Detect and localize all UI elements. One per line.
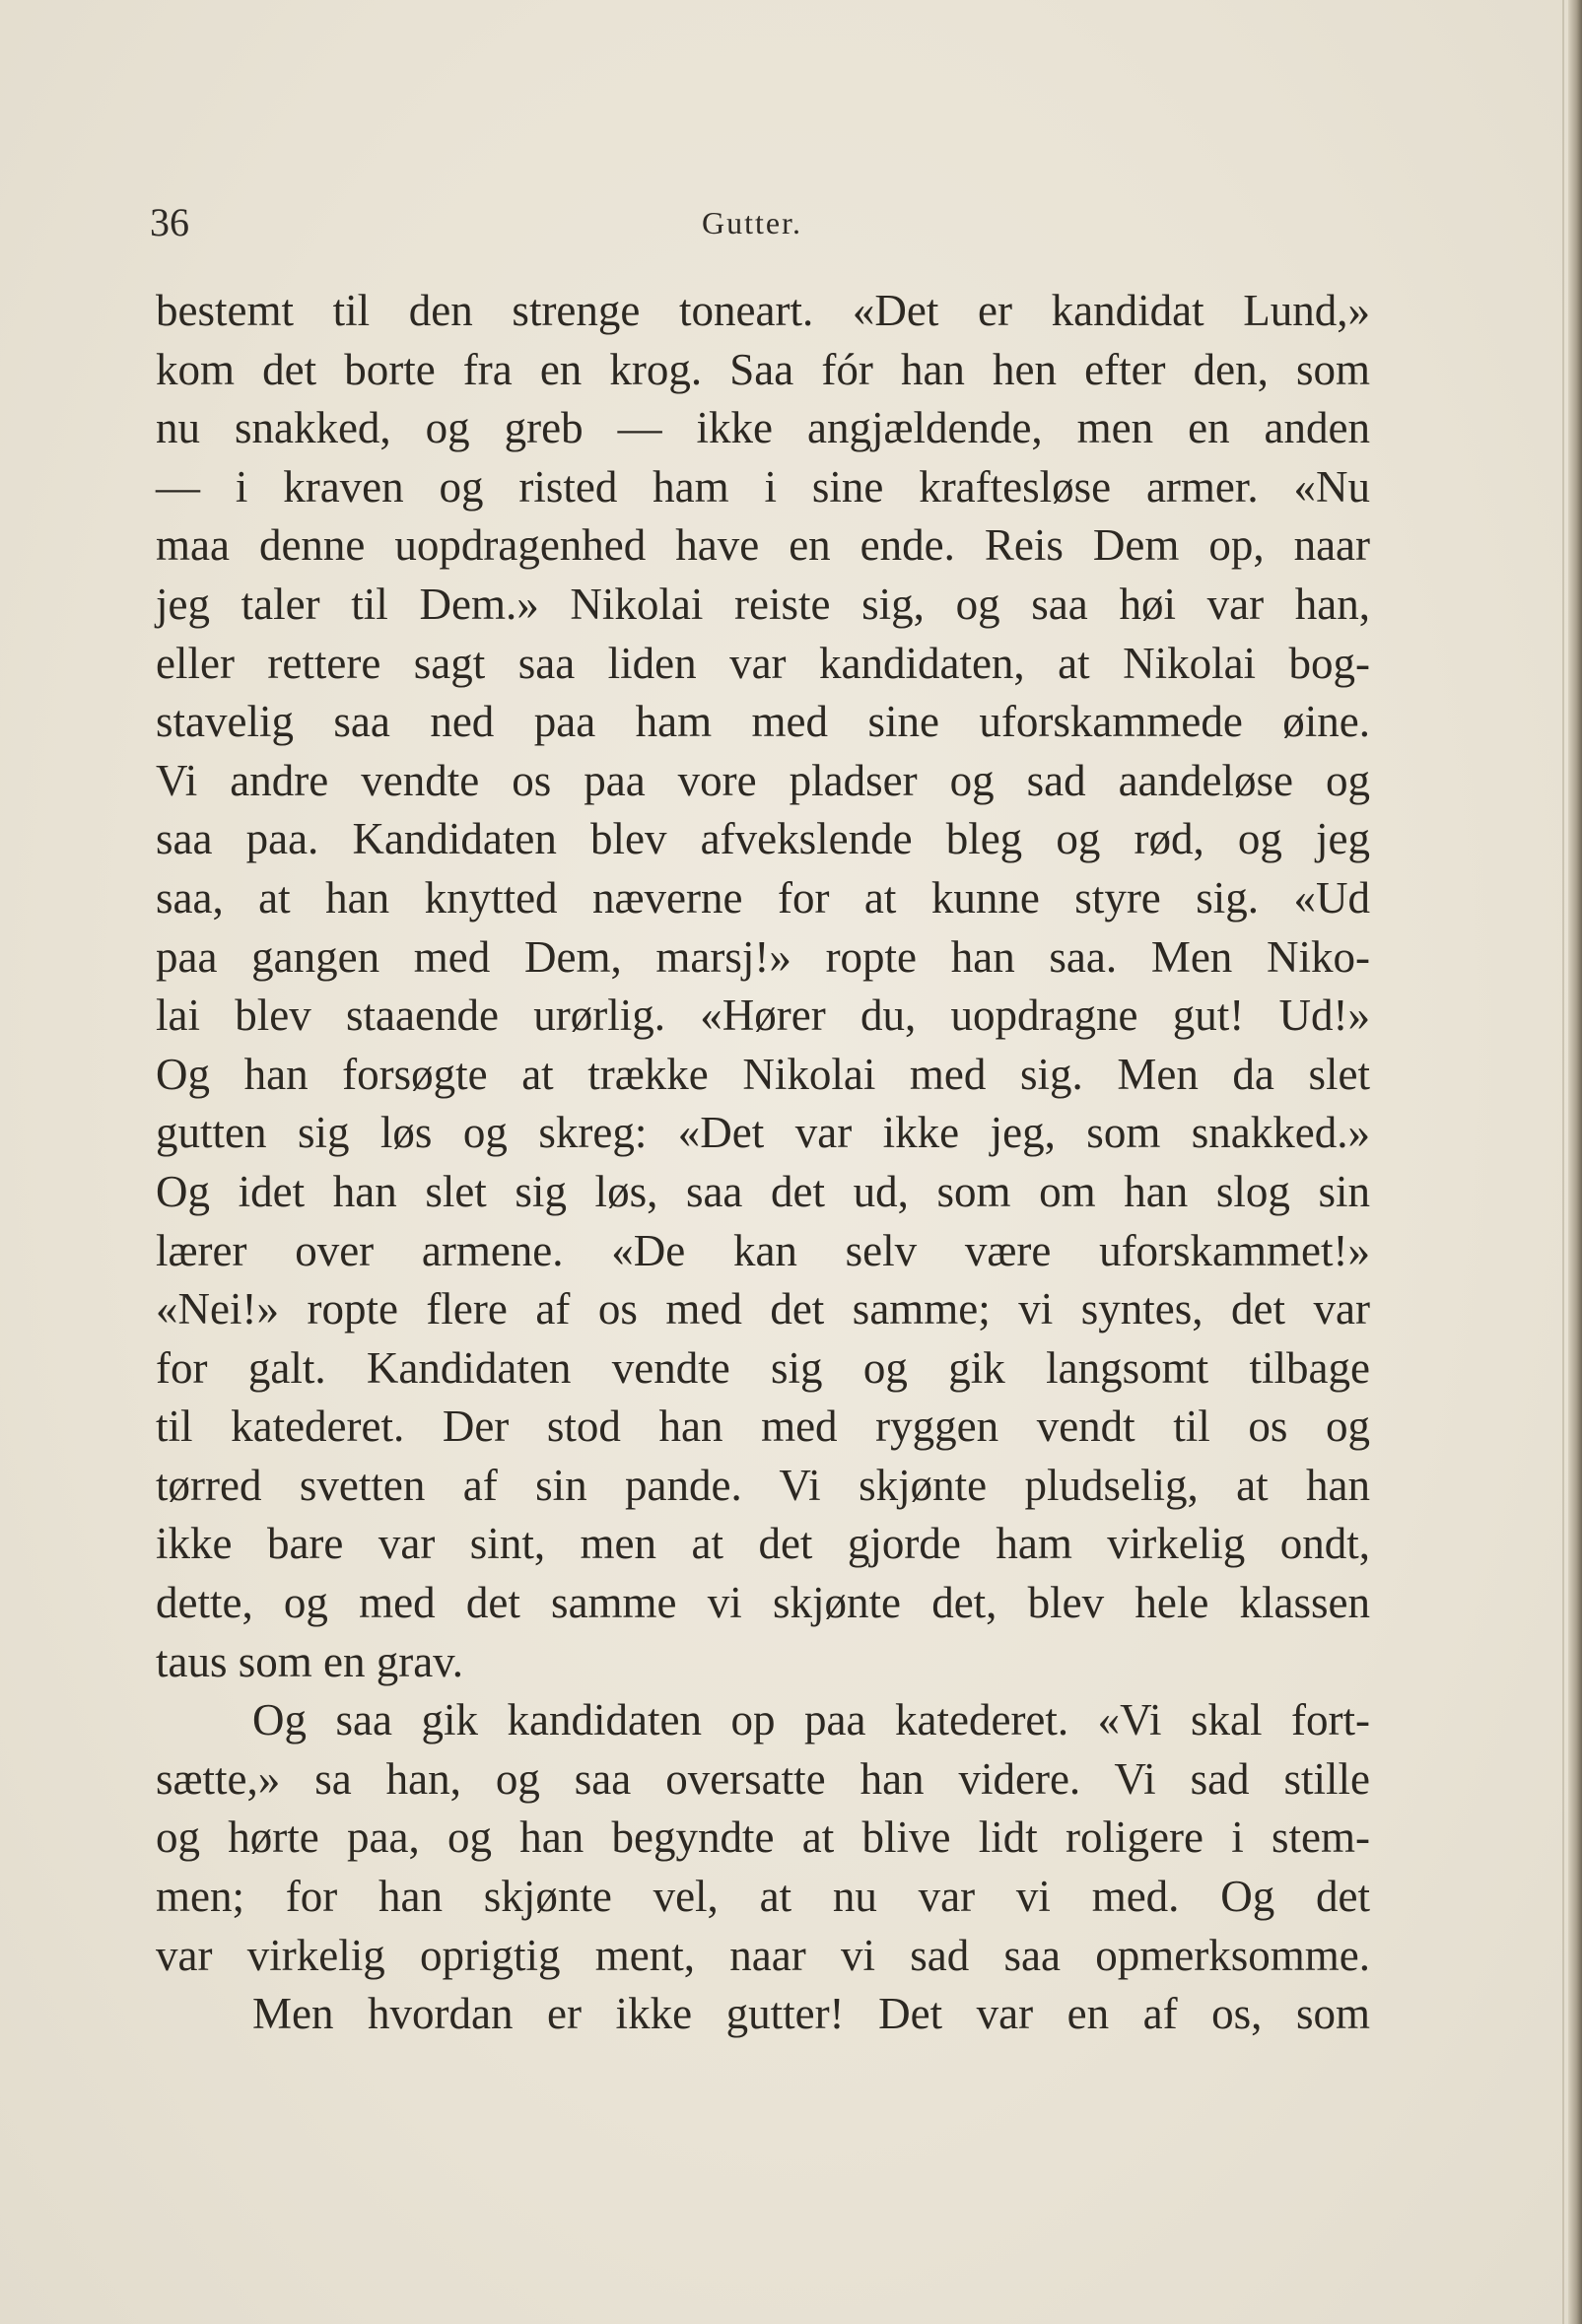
text-line: gutten sig løs og skreg: «Det var ikke jeg, som snakked.» — [156, 1108, 1370, 1158]
text-line: bestemt til den strenge toneart. «Det er kandidat Lund,» — [156, 286, 1370, 335]
text-line: ikke bare var sint, men at det gjorde ham virkelig ondt, — [156, 1519, 1370, 1569]
paragraph-first-line: Men hvordan er ikke gutter! Det var en af os, som — [252, 1989, 1370, 2039]
page-fold-line — [1562, 0, 1564, 2324]
text-line: men; for han skjønte vel, at nu var vi med. Og det — [156, 1872, 1370, 1922]
text-line: for galt. Kandidaten vendte sig og gik langsomt tilbage — [156, 1342, 1370, 1393]
text-line: maa denne uopdragenhed have en ende. Reis Dem op, naar — [156, 520, 1370, 571]
book-spine-edge — [1568, 0, 1582, 2324]
text-line: dette, og med det samme vi skjønte det, blev hele klassen — [156, 1578, 1370, 1628]
text-line: paa gangen med Dem, marsj!» ropte han saa. Men Niko- — [156, 931, 1370, 982]
running-title: Gutter. — [702, 205, 802, 240]
text-line: kom det borte fra en krog. Saa fór han hen efter den, som — [156, 344, 1370, 394]
text-line: og hørte paa, og han begyndte at blive lidt roligere i stem- — [156, 1812, 1370, 1863]
text-line: lærer over armene. «De kan selv være uforskammet!» — [156, 1225, 1370, 1275]
text-line: lai blev staaende urørlig. «Hører du, uopdragne gut! Ud!» — [156, 991, 1370, 1041]
text-line: var virkelig oprigtig ment, naar vi sad saa opmerksomme. — [156, 1930, 1370, 1980]
text-line: «Nei!» ropte flere af os med det samme; vi syntes, det var — [156, 1284, 1370, 1334]
text-line: jeg taler til Dem.» Nikolai reiste sig, og saa høi var han, — [156, 579, 1370, 629]
text-line: — i kraven og risted ham i sine kraftesløse armer. «Nu — [156, 461, 1370, 512]
text-line: Og idet han slet sig løs, saa det ud, som om han slog sin — [156, 1166, 1370, 1216]
text-line: saa, at han knytted næverne for at kunne styre sig. «Ud — [156, 872, 1370, 923]
text-line: eller rettere sagt saa liden var kandidaten, at Nikolai bog- — [156, 638, 1370, 688]
running-head — [150, 193, 1372, 252]
paragraph-last-line: taus som en grav. — [156, 1636, 464, 1686]
page-number: 36 — [150, 200, 189, 244]
text-line: Vi andre vendte os paa vore pladser og sad aandeløse og — [156, 755, 1370, 805]
text-line: nu snakked, og greb — ikke angjældende, men en anden — [156, 403, 1370, 453]
text-line: stavelig saa ned paa ham med sine uforskammede øine. — [156, 697, 1370, 747]
text-line: sætte,» sa han, og saa oversatte han videre. Vi sad stille — [156, 1753, 1370, 1804]
text-line: til katederet. Der stod han med ryggen vendt til os og — [156, 1401, 1370, 1452]
body-text — [156, 282, 1370, 2044]
text-line: tørred svetten af sin pande. Vi skjønte pludselig, at han — [156, 1460, 1370, 1510]
paragraph-first-line: Og saa gik kandidaten op paa katederet. «Vi skal fort- — [252, 1695, 1370, 1745]
text-line: saa paa. Kandidaten blev afvekslende bleg og rød, og jeg — [156, 814, 1370, 864]
text-line: Og han forsøgte at trække Nikolai med sig. Men da slet — [156, 1049, 1370, 1099]
